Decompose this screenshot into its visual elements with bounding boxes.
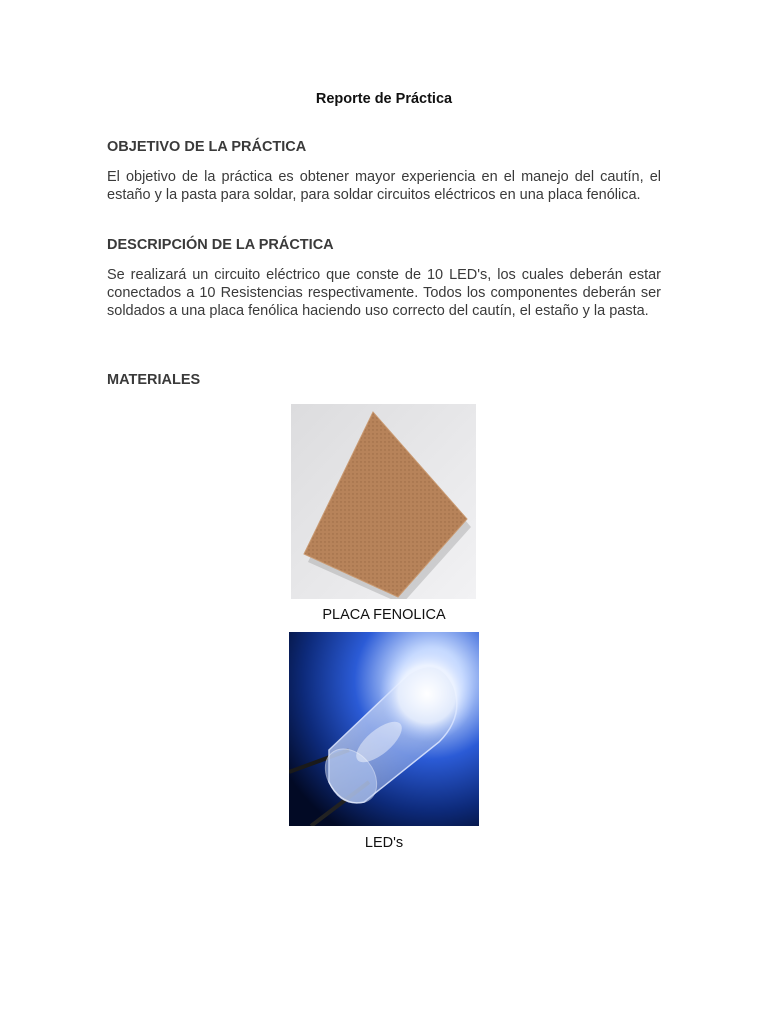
objetivo-paragraph: El objetivo de la práctica es obtener mayor experiencia en el manejo del cautín, el estaño y la pasta para soldar, para soldar circuitos eléctricos en una placa fenólica. bbox=[107, 169, 661, 203]
led-caption: LED's bbox=[364, 835, 404, 851]
phenolic-board-illustration bbox=[291, 404, 476, 599]
phenolic-board-caption: PLACA FENOLICA bbox=[322, 607, 446, 623]
led-illustration bbox=[289, 632, 479, 826]
materiales-heading: MATERIALES bbox=[107, 372, 201, 388]
document-title: Reporte de Práctica bbox=[315, 91, 453, 107]
led-image bbox=[289, 632, 479, 826]
objetivo-heading: OBJETIVO DE LA PRÁCTICA bbox=[107, 139, 307, 155]
phenolic-board-image bbox=[291, 404, 476, 599]
descripcion-heading: DESCRIPCIÓN DE LA PRÁCTICA bbox=[107, 237, 334, 253]
descripcion-paragraph: Se realizará un circuito eléctrico que conste de 10 LED's, los cuales deberán estar conectados a 10 Resistencias respectivamente. Todos los componentes deberán ser soldados a una placa fenólica haciendo uso correcto del cautín, el estaño y la pasta. bbox=[107, 267, 661, 319]
